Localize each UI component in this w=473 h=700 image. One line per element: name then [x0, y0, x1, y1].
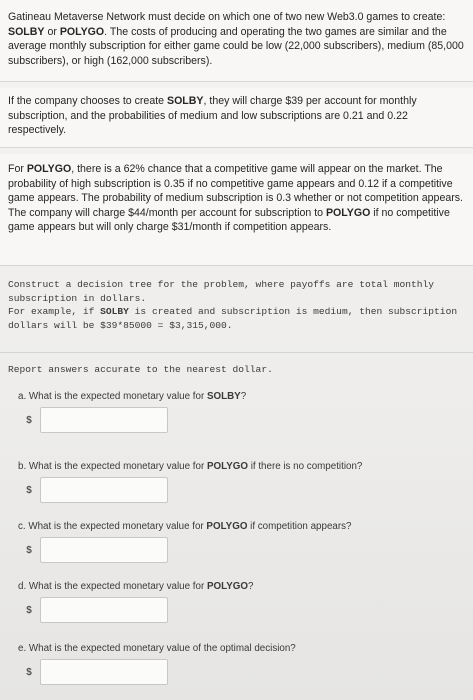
answer-row-a	[18, 407, 168, 433]
solby-text-a: If the company chooses to create	[8, 95, 167, 107]
solby-game: SOLBY	[167, 95, 204, 107]
question-c	[18, 520, 458, 556]
answer-row-c	[18, 537, 168, 563]
question-d-game: POLYGO	[206, 581, 248, 592]
dollar-sign: $	[26, 544, 32, 556]
dollar-sign: $	[26, 604, 32, 616]
instructions-line-1: Construct a decision tree for the problem, where payoffs are total monthly subscription in dollars.	[8, 279, 440, 304]
answer-input-d[interactable]	[40, 597, 168, 623]
question-c-game: POLYGO	[206, 521, 248, 532]
intro-section	[0, 0, 473, 82]
question-c-text: c. What is the expected monetary value for	[18, 521, 207, 532]
question-c-suffix: if competition appears?	[247, 521, 352, 532]
dollar-sign: $	[26, 484, 32, 496]
solby-paragraph	[0, 94, 473, 138]
question-d-label	[18, 580, 458, 593]
question-a-game: SOLBY	[206, 391, 241, 402]
game-solby: SOLBY	[8, 25, 45, 38]
instructions-game: SOLBY	[100, 306, 129, 317]
polygo-text-b: , there is a 62% chance that a competitive game will appear on the market. The probability of high subscription is 0.35 if no competitive game appears and 0.12 if a competitive game appears. The probability of medium subscription is 0.3 whether or not competition appears. The company will charge $44/month per account for subscription to	[8, 163, 463, 219]
polygo-paragraph	[0, 162, 473, 235]
polygo-game-2: POLYGO	[325, 206, 371, 219]
polygo-section	[0, 154, 473, 266]
answer-input-b[interactable]	[40, 477, 168, 503]
intro-or: or	[44, 25, 60, 38]
answer-row-d	[18, 597, 168, 623]
question-d	[18, 580, 458, 616]
report-note: Report answers accurate to the nearest dollar.	[8, 364, 273, 375]
dollar-sign: $	[26, 414, 32, 426]
question-d-text: d. What is the expected monetary value for	[18, 581, 207, 592]
question-e-label	[18, 642, 458, 655]
polygo-text-c: if no competitive game appears but will only charge $31/month if competition appears.	[8, 206, 450, 233]
solby-section	[0, 88, 473, 148]
intro-text-a: must decide on which one of two new Web3.0 games to create:	[145, 11, 446, 23]
answer-input-c[interactable]	[40, 537, 168, 563]
question-e-text: e. What is the expected monetary value of the optimal decision?	[18, 643, 296, 654]
answer-input-e[interactable]	[40, 659, 168, 685]
instructions-text-b: is created and subscription is medium, then subscription dollars will be $39*85000 = $3,315,000.	[8, 306, 463, 331]
divider	[0, 352, 473, 353]
question-b-label	[18, 460, 458, 473]
instructions-section	[0, 278, 473, 342]
answer-row-b	[18, 477, 168, 503]
question-e	[18, 642, 458, 678]
company-name: Gatineau Metaverse Network	[8, 11, 146, 23]
instructions-text-a: For example, if	[8, 306, 101, 317]
dollar-sign: $	[26, 666, 32, 678]
intro-paragraph	[0, 10, 473, 68]
solby-text-b: , they will charge $39 per account for monthly subscription, and the probabilities of medium and low subscriptions are 0.21 and 0.22 respectively.	[8, 95, 417, 136]
question-b-suffix: if there is no competition?	[247, 461, 363, 472]
question-a-suffix: ?	[240, 391, 247, 402]
report-note-section	[0, 363, 473, 379]
question-b-game: POLYGO	[206, 461, 248, 472]
question-b-text: b. What is the expected monetary value for	[18, 461, 207, 472]
question-a-text: a. What is the expected monetary value for	[18, 391, 207, 402]
question-c-label	[18, 520, 458, 533]
answer-row-e	[18, 659, 168, 685]
question-a-label	[18, 390, 458, 403]
instructions-line-2	[0, 305, 473, 332]
question-d-suffix: ?	[247, 581, 254, 592]
polygo-text-a: For	[8, 163, 27, 175]
polygo-game: POLYGO	[26, 163, 72, 175]
game-polygo: POLYGO	[59, 25, 105, 38]
intro-text-b: . The costs of producing and operating the two games are similar and the average monthly subscription for either game could be low (22,000 subscribers), medium (85,000 subscribers), or high (162,000 subscribers).	[8, 25, 464, 67]
answer-input-a[interactable]	[40, 407, 168, 433]
question-b	[18, 460, 458, 496]
question-a	[18, 390, 458, 426]
